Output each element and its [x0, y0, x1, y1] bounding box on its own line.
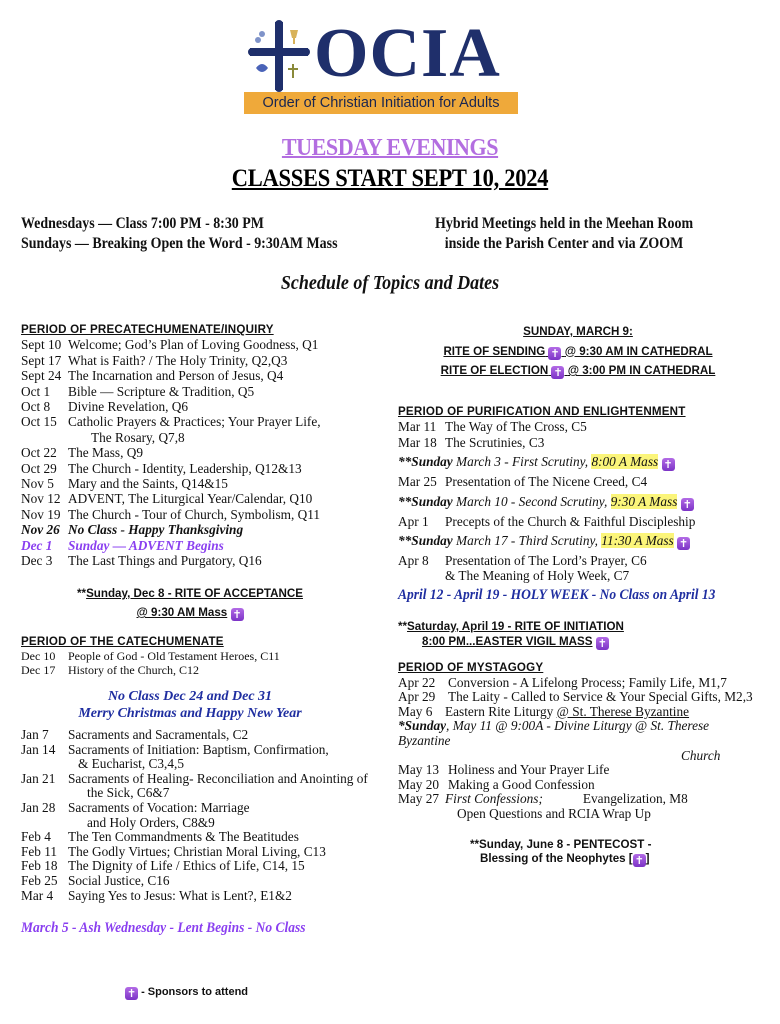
schedule-topic: Bible — Scripture & Tradition, Q5	[68, 383, 255, 399]
schedule-topic: Sacraments of Vocation: Marriage	[68, 799, 250, 815]
schedule-topic: Social Justice, C16	[68, 872, 170, 888]
schedule-date: May 20	[398, 776, 439, 792]
sponsor-legend-text: - Sponsors to attend	[141, 986, 249, 998]
schedule-topic: Divine Revelation, Q6	[68, 399, 189, 415]
schedule-date: Jan 14	[21, 741, 56, 757]
rite-of-acceptance	[20, 584, 360, 622]
ash-wednesday-notice: March 5 - Ash Wednesday - Lent Begins - No Class	[21, 920, 306, 936]
schedule-topic: The Church - Tour of Church, Symbolism, Q11	[68, 506, 321, 522]
schedule-topic: The Ten Commandments & The Beatitudes	[68, 829, 299, 845]
schedule-date: Sept 24	[21, 368, 62, 384]
acceptance-line-2: @ 9:30 AM Mass	[136, 606, 228, 619]
schedule-date: Sept 10	[21, 337, 62, 353]
mystagogy-section	[398, 661, 768, 822]
holy-week-notice: April 12 - April 19 - HOLY WEEK - No Class on April 13	[398, 587, 716, 603]
schedule-row-cont: Open Questions and RCIA Wrap Up	[457, 805, 651, 821]
sponsor-icon: ✝	[126, 987, 137, 1000]
period-purification-heading: PERIOD OF PURIFICATION AND ENLIGHTENMENT	[398, 405, 686, 418]
pentecost-line-1: **Sunday, June 8 - PENTECOST -	[470, 838, 652, 851]
schedule-date: Nov 26	[21, 522, 60, 538]
schedule-date: Mar 4	[21, 887, 54, 903]
mystagogy-list-2	[398, 763, 768, 792]
schedule-row	[398, 690, 768, 705]
divine-liturgy-cont-2: Church	[681, 747, 721, 763]
schedule-topic: History of the Church, C12	[68, 663, 199, 678]
schedule-topic: Saying Yes to Jesus: What is Lent?, E1&2	[68, 887, 292, 903]
schedule-date: Jan 7	[21, 727, 49, 742]
location-line-1: Hybrid Meetings held in the Meehan Room	[435, 215, 694, 232]
schedule-row	[21, 384, 381, 399]
schedule-topic: Welcome; God’s Plan of Loving Goodness, Q1	[68, 337, 319, 353]
rite-of-election: RITE OF ELECTION ✝ @ 3:00 PM IN CATHEDRAL	[440, 364, 716, 379]
schedule-row	[21, 399, 381, 414]
asterisks: **	[77, 587, 87, 600]
schedule-row	[398, 435, 768, 450]
schedule-date: Apr 29	[398, 689, 436, 705]
schedule-topic-cont: and Holy Orders, C8&9	[87, 814, 215, 830]
schedule-date: Oct 1	[21, 383, 51, 399]
schedule-topic: The Church - Identity, Leadership, Q12&13	[68, 460, 302, 476]
sponsor-icon: ✝	[597, 637, 607, 650]
rites-march-9	[398, 322, 758, 381]
st-therese-link[interactable]: @ St. Therese Byzantine	[556, 703, 690, 719]
schedule-row	[21, 337, 381, 352]
catechumenate-list	[21, 649, 381, 677]
schedule-topic: Sacraments of Initiation: Baptism, Confirmation,	[68, 741, 329, 757]
schedule-topic: The Scrutinies, C3	[445, 434, 545, 450]
schedule-date: Apr 22	[398, 674, 436, 690]
sponsor-icon: ✝	[634, 854, 644, 867]
purification-list	[398, 419, 768, 450]
schedule-topic: The Dignity of Life / Ethics of Life, C14, 15	[68, 858, 305, 874]
classes-start-title: CLASSES START SEPT 10, 2024	[231, 165, 549, 192]
schedule-row	[21, 830, 381, 845]
sponsor-icon: ✝	[550, 346, 560, 360]
march-9-date: SUNDAY, MARCH 9:	[523, 325, 633, 338]
pentecost-line-2: Blessing of the Neophytes [	[480, 852, 633, 865]
schedule-topic: What is Faith? / The Holy Trinity, Q2,Q3	[68, 352, 288, 368]
sponsor-icon: ✝	[232, 608, 242, 621]
initiation-line-2: 8:00 PM...EASTER VIGIL MASS	[422, 635, 593, 648]
schedule-row	[21, 743, 381, 758]
schedule-row	[21, 889, 381, 904]
schedule-topic: The Mass, Q9	[68, 445, 143, 461]
schedule-date: Oct 8	[21, 399, 51, 415]
schedule-title: Schedule of Topics and Dates	[280, 272, 500, 294]
schedule-row	[21, 538, 381, 553]
schedule-date: Nov 5	[21, 476, 54, 492]
schedule-topic: Holiness and Your Prayer Life	[448, 762, 610, 778]
schedule-topic: People of God - Old Testament Heroes, C11	[68, 649, 280, 664]
schedule-row	[21, 491, 381, 506]
schedule-topic-cont: The Rosary, Q7,8	[91, 429, 185, 445]
purification-section	[398, 404, 768, 584]
acceptance-line-1: Sunday, Dec 8 - RITE OF ACCEPTANCE	[86, 587, 303, 600]
schedule-date: Feb 11	[21, 843, 58, 859]
sponsor-legend	[125, 986, 248, 1000]
scrutiny-1: **Sunday March 3 - First Scrutiny, 8:00 A Mass ✝	[398, 454, 673, 472]
schedule-row	[398, 778, 768, 793]
period-precatechumenate-heading: PERIOD OF PRECATECHUMENATE/INQUIRY	[21, 323, 274, 336]
sponsor-icon: ✝	[682, 497, 692, 511]
initiation-line-1: Saturday, April 19 - RITE OF INITIATION	[407, 620, 624, 633]
sponsor-icon: ✝	[663, 458, 673, 472]
schedule-topic-cont: & Eucharist, C3,4,5	[78, 756, 184, 772]
mystagogy-list	[398, 676, 768, 705]
schedule-date: Jan 28	[21, 799, 56, 815]
pentecost: **Sunday, June 8 - PENTECOST - Blessing of the Neophytes [ ✝ ]	[470, 838, 652, 867]
schedule-row	[21, 476, 381, 491]
schedule-date: Oct 22	[21, 445, 57, 461]
schedule-row	[21, 663, 381, 677]
catechumenate-section	[21, 634, 381, 677]
no-class-christmas: No Class Dec 24 and Dec 31	[107, 689, 273, 704]
schedule-row	[398, 419, 768, 434]
schedule-row	[21, 445, 381, 460]
schedule-topic: Sacraments of Healing- Reconciliation and Anointing of	[68, 770, 368, 786]
schedule-row: May 6 Eastern Rite Liturgy @ St. Therese Byzantine	[398, 703, 690, 719]
meeting-times	[21, 214, 338, 254]
scrutiny-3: **Sunday March 17 - Third Scrutiny, 11:30 A Mass ✝	[398, 533, 689, 551]
schedule-row: Mar 25 Presentation of The Nicene Creed, C4	[398, 474, 648, 490]
schedule-row	[21, 874, 381, 889]
logo-subtitle-banner: Order of Christian Initiation for Adults	[244, 92, 518, 114]
schedule-row-cont: & The Meaning of Holy Week, C7	[445, 568, 630, 584]
location-line-2: inside the Parish Center and via ZOOM	[444, 235, 684, 252]
tuesday-evenings-title: TUESDAY EVENINGS	[281, 135, 499, 161]
period-mystagogy-heading: PERIOD OF MYSTAGOGY	[398, 661, 544, 674]
logo-title: OCIA	[314, 15, 501, 92]
schedule-date: Nov 12	[21, 491, 61, 507]
schedule-date: Mar 18	[398, 434, 437, 450]
schedule-topic: Sunday — ADVENT Begins	[68, 537, 224, 553]
rite-of-sending: RITE OF SENDING ✝ @ 9:30 AM IN CATHEDRAL	[443, 344, 713, 360]
cross-emblem-icon	[248, 20, 310, 92]
schedule-topic: Making a Good Confession	[448, 776, 595, 792]
schedule-row	[21, 801, 381, 816]
schedule-topic: No Class - Happy Thanksgiving	[68, 522, 244, 538]
christmas-notice	[20, 688, 360, 722]
schedule-topic: The Godly Virtues; Christian Moral Living, C13	[68, 843, 326, 859]
schedule-topic: The Laity - Called to Service & Your Special Gifts, M2,3	[448, 689, 753, 705]
catechumenate-list-2	[21, 728, 381, 903]
schedule-topic: Catholic Prayers & Practices; Your Prayer Life,	[68, 414, 321, 430]
schedule-topic: Sacraments and Sacramentals, C2	[68, 727, 249, 742]
schedule-row	[21, 553, 381, 568]
schedule-row	[21, 368, 381, 383]
schedule-date: Mar 11	[398, 419, 437, 435]
merry-christmas: Merry Christmas and Happy New Year	[78, 706, 302, 721]
schedule-row	[21, 859, 381, 874]
schedule-row	[21, 353, 381, 368]
sponsor-icon: ✝	[678, 537, 689, 551]
schedule-row	[21, 728, 381, 743]
schedule-topic-cont: the Sick, C6&7	[87, 785, 170, 801]
schedule-row: Apr 8 Presentation of The Lord’s Prayer, C6	[398, 553, 647, 569]
scrutiny-2: **Sunday March 10 - Second Scrutiny, 9:30 A Mass ✝	[398, 493, 692, 511]
sponsor-icon: ✝	[553, 366, 563, 379]
schedule-topic: The Incarnation and Person of Jesus, Q4	[68, 368, 284, 384]
schedule-row	[21, 772, 381, 787]
schedule-row	[21, 414, 381, 429]
schedule-date: May 13	[398, 762, 439, 778]
meeting-location	[435, 214, 693, 254]
schedule-row: Apr 1 Precepts of the Church & Faithful Discipleship	[398, 513, 696, 529]
schedule-date: Nov 19	[21, 506, 61, 522]
divine-liturgy: *Sunday, May 11 @ 9:00A - Divine Liturgy @ St. Therese	[398, 718, 710, 734]
precatechumenate-list	[21, 337, 381, 568]
schedule-date: Dec 10	[21, 649, 56, 664]
schedule-topic: The Last Things and Purgatory, Q16	[68, 553, 262, 569]
schedule-topic: Conversion - A Lifelong Process; Family Life, M1,7	[448, 674, 727, 690]
schedule-row	[21, 845, 381, 860]
sunday-info: Sundays — Breaking Open the Word - 9:30AM Mass	[21, 235, 338, 252]
schedule-row	[21, 522, 381, 537]
schedule-date: Feb 4	[21, 829, 51, 845]
schedule-date: Feb 18	[21, 858, 58, 874]
rite-of-initiation: **Saturday, April 19 - RITE OF INITIATION 8:00 PM...EASTER VIGIL MASS ✝	[398, 620, 624, 650]
ocia-logo	[244, 14, 529, 118]
schedule-topic: ADVENT, The Liturgical Year/Calendar, Q10	[68, 491, 313, 507]
period-catechumenate-heading: PERIOD OF THE CATECHUMENATE	[21, 635, 224, 648]
schedule-row	[21, 649, 381, 663]
schedule-date: Oct 15	[21, 414, 57, 430]
schedule-date: Sept 17	[21, 352, 62, 368]
left-column	[21, 322, 381, 569]
schedule-row	[21, 507, 381, 522]
schedule-date: Oct 29	[21, 460, 57, 476]
schedule-row	[398, 763, 768, 778]
schedule-row: May 27 First Confessions; Evangelization, M8	[398, 791, 688, 807]
schedule-topic: The Way of The Cross, C5	[445, 419, 587, 435]
schedule-row	[398, 676, 768, 691]
schedule-date: Feb 25	[21, 872, 58, 888]
schedule-row	[21, 461, 381, 476]
schedule-date: Dec 17	[21, 663, 56, 678]
schedule-date: Jan 21	[21, 770, 56, 786]
schedule-topic: Mary and the Saints, Q14&15	[68, 476, 228, 492]
divine-liturgy-cont: Byzantine	[398, 732, 451, 748]
wednesday-info: Wednesdays — Class 7:00 PM - 8:30 PM	[21, 215, 264, 232]
schedule-date: Dec 1	[21, 537, 53, 553]
schedule-date: Dec 3	[21, 553, 53, 569]
